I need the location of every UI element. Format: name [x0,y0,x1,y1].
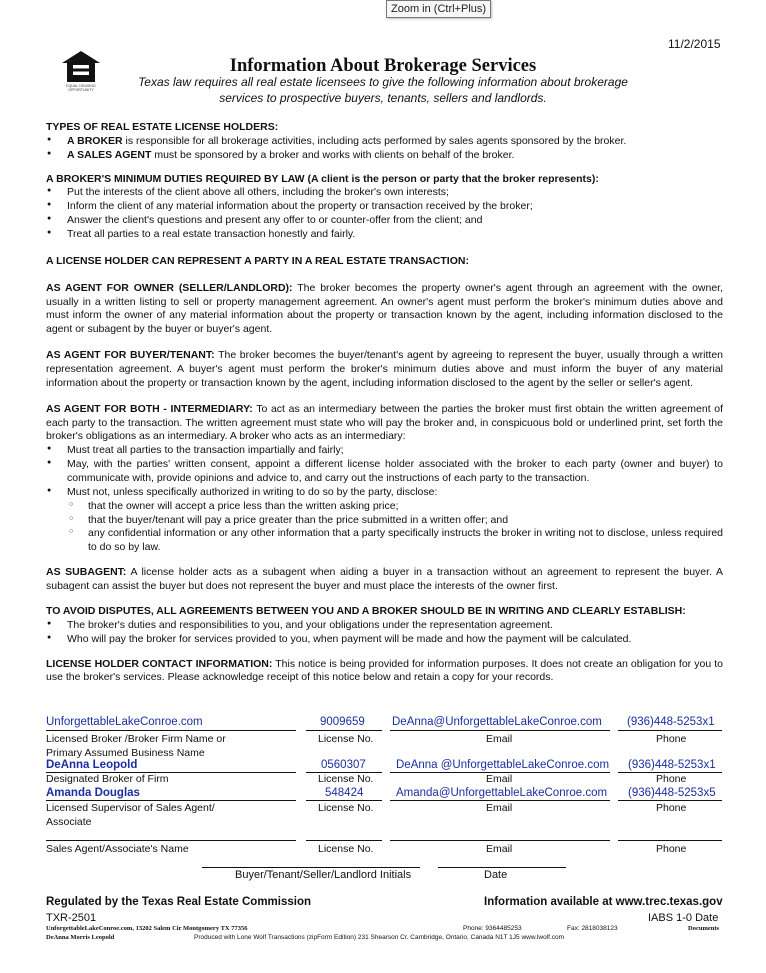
buyer-paragraph: AS AGENT FOR BUYER/TENANT: The broker becomes the buyer/tenant's agent by agreeing to represent the buyer, usually through a written representation agreement. A buyer's agent must perform the broker's minimum duties above and must inform the buyer of any material information about the property or transaction known by the agent, including information disclosed to the agent by the seller or seller's agent. [46,349,723,389]
list-item: ● Answer the client's questions and present any offer to or counter-offer from the client; and [46,214,723,228]
types-heading: TYPES OF REAL ESTATE LICENSE HOLDERS: [46,121,279,133]
phone-label: Phone [656,733,687,745]
types-list [46,135,723,163]
sub-list-item: ○ that the owner will accept a price less than the written asking price; [46,500,723,514]
email-label: Email [486,773,513,785]
footer-documents: Documents [688,925,720,932]
footer-phone: Phone: 9364485253 [463,925,522,932]
disputes-list [46,619,723,647]
broker-email[interactable]: DeAnna@UnforgettableLakeConroe.com [392,716,602,728]
page-subtitle: Texas law requires all real estate licensees to give the following information about brokerage services to prospective buyers, tenants, sellers and landlords. [138,75,628,105]
document-body [46,121,723,685]
footer-produced: Produced with Lone Wolf Transactions (zipForm Edition) 231 Shearson Cr. Cambridge, Ontario, Canada N1T 1J5 www.lwolf.com [194,934,565,941]
license-label: License No. [318,733,374,745]
email-label: Email [486,733,513,745]
email-label: Email [486,802,513,814]
iabs-date: IABS 1-0 Date [648,912,719,924]
broker-name[interactable]: UnforgettableLakeConroe.com [46,716,203,728]
regulated-by: Regulated by the Texas Real Estate Commission [46,896,312,908]
sub-list-item: ○ that the buyer/tenant will pay a price greater than the price submitted in a written offer; and [46,514,723,528]
form-number: TXR-2501 [46,912,97,924]
divider-line [618,730,722,731]
divider-line [306,730,382,731]
footer-address: UnforgettableLakeConroe.com, 13202 Salem Cir Montgomery TX 77356 [46,925,248,932]
logo-caption: EQUAL HOUSING OPPORTUNITY [66,84,96,92]
initials-label: Buyer/Tenant/Seller/Landlord Initials [235,869,412,881]
divider-line [390,730,610,731]
zoom-tooltip: Zoom in (Ctrl+Plus) [386,0,491,18]
list-item: ● Inform the client of any material information about the property or transaction received by the broker; [46,200,723,214]
date-label: Date [484,869,508,881]
list-item: ● Put the interests of the client above all others, including the broker's own interests; [46,186,723,200]
supervisor-email[interactable]: Amanda@UnforgettableLakeConroe.com [396,787,608,799]
designated-license[interactable]: 0560307 [321,759,366,771]
license-label: License No. [318,773,374,785]
license-label: License No. [318,843,374,855]
broker-label-line1: Licensed Broker /Broker Firm Name or [46,733,226,745]
duties-list [46,186,723,241]
disputes-heading: TO AVOID DISPUTES, ALL AGREEMENTS BETWEEN YOU AND A BROKER SHOULD BE IN WRITING AND CLEARLY ESTABLISH: [46,604,686,617]
phone-label: Phone [656,802,687,814]
intermediary-sublist [46,500,723,555]
list-item: ● Must treat all parties to the transaction impartially and fairly; [46,444,723,458]
list-item: ● A BROKER is responsible for all brokerage activities, including acts performed by sales agents sponsored by the broker. [46,135,723,149]
info-available: Information available at www.trec.texas.gov [484,896,723,908]
list-item: ● A SALES AGENT must be sponsored by a broker and works with clients on behalf of the broker. [46,149,723,163]
owner-paragraph: AS AGENT FOR OWNER (SELLER/LANDLORD): The broker becomes the property owner's agent through an agreement with the owner, usually in a written listing to sell or property management agreement. An owner's agent must perform the broker's minimum duties above and must inform the owner of any material information about the property or transaction known by the agent, including information disclosed to the agent or subagent by the buyer or buyer's agent. [46,281,724,336]
list-item: ● The broker's duties and responsibilities to you, and your obligations under the representation agreement. [46,619,723,633]
document-date: 11/2/2015 [668,37,721,51]
supervisor-name[interactable]: Amanda Douglas [46,787,140,799]
divider-line [390,840,610,841]
contact-info-paragraph: LICENSE HOLDER CONTACT INFORMATION: This notice is being provided for information purposes. It does not create an obligation for you to use the broker's services. Please acknowledge receipt of this notice below and retain a copy for your records. [46,657,723,684]
supervisor-license[interactable]: 548424 [325,787,364,799]
intermediary-paragraph: AS AGENT FOR BOTH - INTERMEDIARY: To act as an intermediary between the parties the broker must first obtain the written agreement of each party to the transaction. The written agreement must state who will pay the broker and, in conspicuous bold or underlined print, set forth the broker's obligations as an intermediary. A broker who acts as an intermediary: [46,402,723,443]
designated-name[interactable]: DeAnna Leopold [46,759,138,771]
designated-email[interactable]: DeAnna @UnforgettableLakeConroe.com [396,759,610,771]
supervisor-label-line1: Licensed Supervisor of Sales Agent/ [46,802,215,814]
intermediary-list [46,444,723,499]
footer-fax: Fax: 2818038123 [567,925,618,932]
divider-line [46,730,296,731]
broker-license[interactable]: 9009659 [320,716,365,728]
designated-phone[interactable]: (936)448-5253x1 [628,759,716,771]
list-item: ● Treat all parties to a real estate transaction honestly and fairly. [46,228,723,242]
divider-line [46,840,296,841]
supervisor-label-line2: Associate [46,816,92,828]
supervisor-phone[interactable]: (936)448-5253x5 [628,787,716,799]
represent-heading: A LICENSE HOLDER CAN REPRESENT A PARTY IN A REAL ESTATE TRANSACTION: [46,254,469,267]
sub-list-item: ○ any confidential information or any other information that a party specifically instructs the broker in writing not to disclose, unless required to do so by law. [46,527,723,555]
sales-agent-label: Sales Agent/Associate's Name [46,843,189,855]
broker-phone[interactable]: (936)448-5253x1 [627,716,715,728]
broker-label-line2: Primary Assumed Business Name [46,747,205,759]
divider-line [618,840,722,841]
duties-heading: A BROKER'S MINIMUM DUTIES REQUIRED BY LAW (A client is the person or party that the broker represents): [46,172,599,185]
list-item: ● Must not, unless specifically authorized in writing to do so by the party, disclose: [46,486,723,500]
subagent-paragraph: AS SUBAGENT: A license holder acts as a subagent when aiding a buyer in a transaction without an agreement to represent the buyer. A subagent can assist the buyer but does not represent the buyer and must place the interests of the owner first. [46,566,723,593]
footer-agent: DeAnna Morris Leopold [46,934,115,941]
phone-label: Phone [656,773,687,785]
email-label: Email [486,843,513,855]
divider-line [306,840,382,841]
phone-label: Phone [656,843,687,855]
designated-label: Designated Broker of Firm [46,773,169,785]
list-item: ● May, with the parties' written consent, appoint a different license holder associated with the broker to each party (owner and buyer) to communicate with, provide opinions and advice to, and carry out the instructions of each party to the transaction. [46,458,723,486]
page-title: Information About Brokerage Services [229,56,537,76]
license-label: License No. [318,802,374,814]
list-item: ● Who will pay the broker for services provided to you, when payment will be made and how the payment will be calculated. [46,633,723,647]
